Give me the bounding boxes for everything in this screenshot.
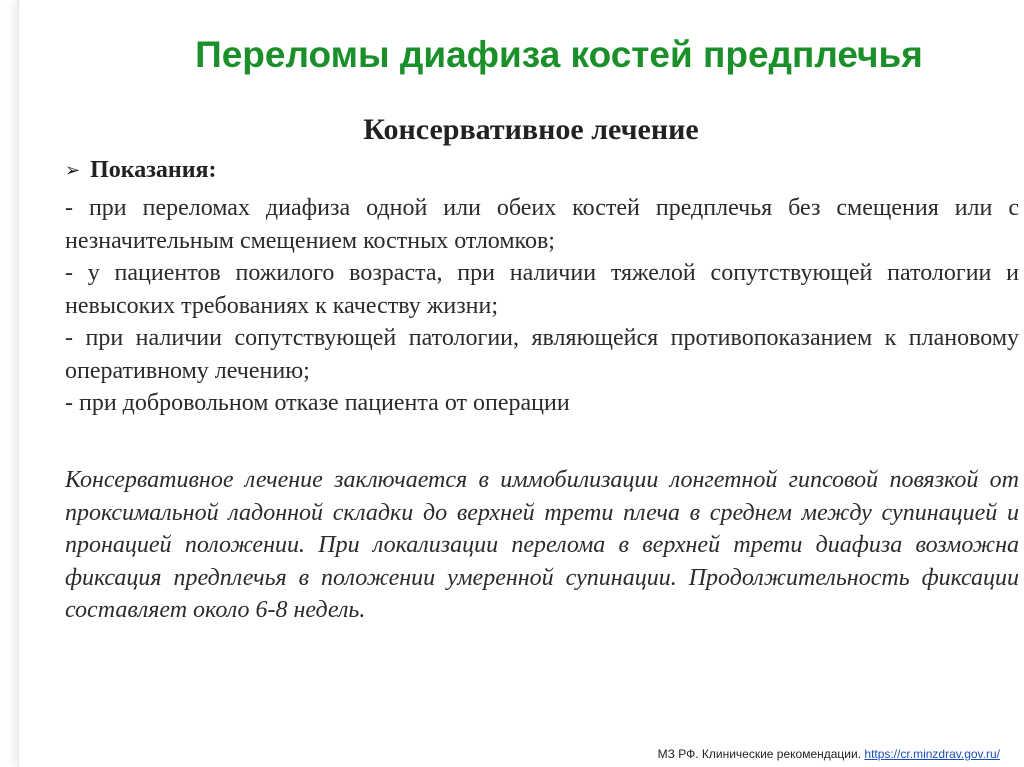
indication-item: - у пациентов пожилого возраста, при наличии тяжелой сопутствующей патологии и невысоких требованиях к качеству жизни; bbox=[65, 260, 1019, 319]
footer-source bbox=[658, 747, 1000, 761]
indications-list bbox=[65, 192, 1019, 420]
indication-item: - при переломах диафиза одной или обеих костей предплечья без смещения или с незначительным смещением костных отломков; bbox=[65, 195, 1019, 254]
indications-label: Показания: bbox=[90, 157, 217, 183]
indications-heading bbox=[65, 154, 217, 186]
arrow-bullet-icon: ➢ bbox=[65, 160, 81, 180]
slide bbox=[18, 0, 1024, 767]
slide-title: Переломы диафиза костей предплечья bbox=[195, 34, 923, 75]
slide-subtitle: Консервативное лечение bbox=[363, 113, 699, 146]
indication-item: - при добровольном отказе пациента от операции bbox=[65, 390, 570, 416]
treatment-paragraph: Консервативное лечение заключается в иммобилизации лонгетной гипсовой повязкой от проксимальной ладонной складки до верхней трети плеча в среднем между супинацией и пронацией положении. При локализации перелома в верхней трети диафиза возможна фиксация предплечья в положении умеренной супинации. Продолжительность фиксации составляет около 6-8 недель. bbox=[65, 467, 1019, 623]
footer-source-text: МЗ РФ. Клинические рекомендации. bbox=[657, 747, 862, 761]
indication-item: - при наличии сопутствующей патологии, являющейся противопоказанием к плановому оперативному лечению; bbox=[65, 325, 1019, 384]
footer-link[interactable]: https://cr.minzdrav.gov.ru/ bbox=[864, 747, 1000, 761]
